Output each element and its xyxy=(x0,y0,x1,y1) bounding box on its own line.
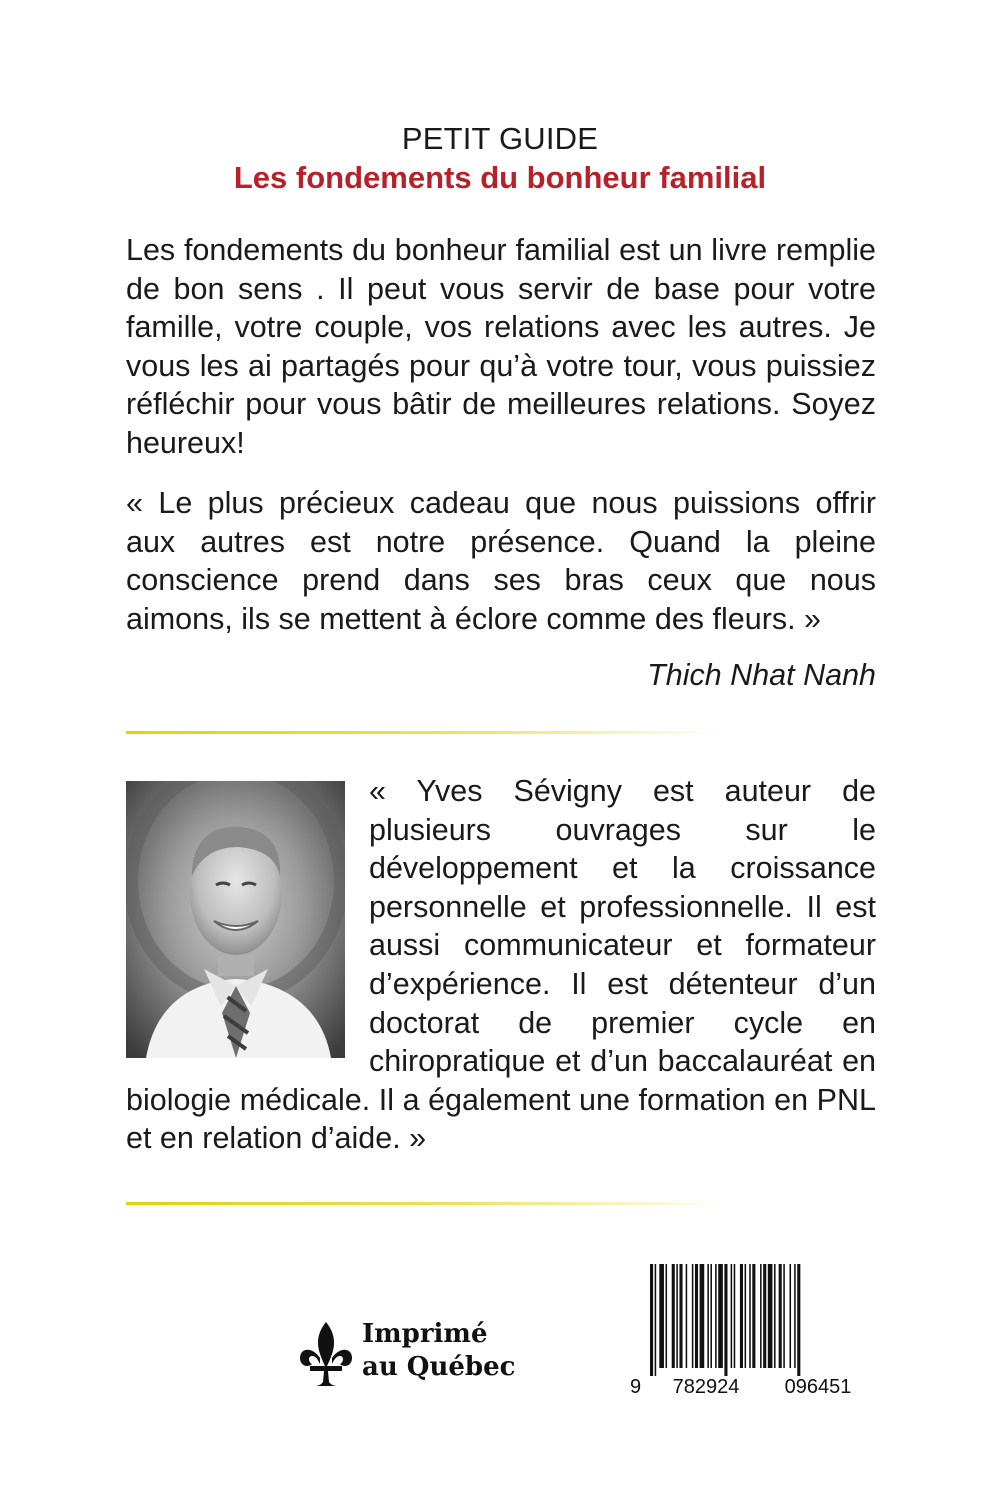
imprint-line-2: au Québec xyxy=(362,1352,516,1382)
barcode-bar xyxy=(672,1264,675,1368)
barcode-bar xyxy=(692,1264,694,1368)
author-bio xyxy=(126,772,876,1158)
series-label: PETIT GUIDE xyxy=(401,121,599,156)
barcode-bar xyxy=(731,1264,733,1368)
barcode-bar xyxy=(679,1264,682,1368)
barcode-bar xyxy=(768,1264,773,1368)
barcode-bar xyxy=(659,1264,664,1368)
barcode-bar xyxy=(650,1264,653,1376)
barcode-bar xyxy=(774,1264,776,1368)
heading xyxy=(0,120,1000,198)
quote-text: « Le plus précieux cadeau que nous puissions offrir aux autres est notre présence. Quand la pleine conscience prend dans ses bras ceux que nous aimons, ils se mettent à éclore comme des fleurs. » xyxy=(126,486,876,636)
barcode-bars xyxy=(630,1264,874,1376)
barcode-bar xyxy=(686,1264,688,1368)
barcode-bar xyxy=(760,1264,762,1368)
barcode-bar xyxy=(666,1264,668,1368)
barcode-bar xyxy=(779,1264,782,1368)
barcode-bar xyxy=(794,1264,796,1368)
divider-top xyxy=(126,731,726,734)
barcode-group-1: 782924 xyxy=(672,1376,740,1398)
barcode-prefix-digit: 9 xyxy=(630,1376,642,1398)
barcode-bar xyxy=(715,1264,717,1368)
barcode-bar xyxy=(783,1264,785,1368)
book-title: Les fondements du bonheur familial xyxy=(233,160,767,195)
printed-in-quebec-logo xyxy=(298,1318,558,1388)
barcode-group-2: 096451 xyxy=(784,1376,852,1398)
barcode-bar xyxy=(655,1264,657,1376)
barcode-bar xyxy=(695,1264,698,1368)
author-photo xyxy=(126,781,345,1058)
barcode-bar xyxy=(710,1264,712,1368)
author-portrait xyxy=(126,781,345,1058)
isbn-barcode xyxy=(630,1264,874,1404)
barcode-bar xyxy=(749,1264,751,1368)
barcode-bar xyxy=(745,1264,747,1368)
barcode-bar xyxy=(752,1264,755,1368)
quote-author: Thich Nhat Nanh xyxy=(647,658,876,692)
barcode-bar xyxy=(707,1264,709,1368)
intro-paragraph: Les fondements du bonheur familial est un livre remplie de bon sens . Il peut vous servir de base pour votre famille, votre couple, vos relations avec les autres. Je vous les ai partagés pour qu’à votre tour, vous puissiez réfléchir pour vous bâtir de meilleures relations. Soyez heureux! xyxy=(126,233,876,460)
barcode-bar xyxy=(718,1264,723,1368)
divider-bottom xyxy=(126,1202,726,1205)
barcode-bar xyxy=(790,1264,792,1368)
author-bio-text: « Yves Sévigny est auteur de plusieurs ouvrages sur le développement et la croissance personnelle et professionnelle. Il est aussi communicateur et formateur d’expérience. Il est détenteur d’un doctorat de premier cycle en chiropratique et d’un baccalauréat en biologie médicale. Il a également une formation en PNL et en relation d’aide. » xyxy=(126,774,876,1156)
barcode-bar xyxy=(763,1264,766,1368)
barcode-bar xyxy=(700,1264,705,1368)
barcode-bar xyxy=(797,1264,800,1376)
imprint-line-1: Imprimé xyxy=(362,1319,488,1349)
barcode-digits xyxy=(650,1376,874,1399)
barcode-bar xyxy=(734,1264,736,1368)
imprint-text xyxy=(362,1318,515,1384)
fleur-de-lis-icon xyxy=(298,1320,354,1390)
barcode-bar xyxy=(724,1264,727,1376)
barcode-bar xyxy=(740,1264,743,1368)
barcode-bar xyxy=(676,1264,678,1368)
